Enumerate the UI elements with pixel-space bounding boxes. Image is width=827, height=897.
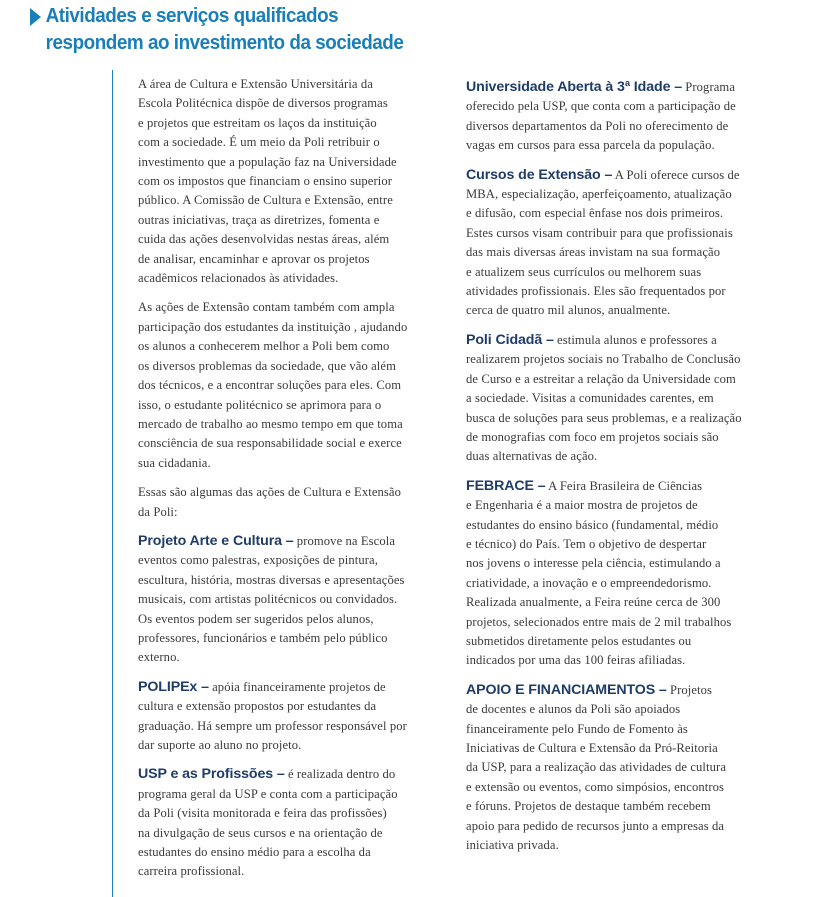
item-universidade-aberta — [466, 78, 776, 156]
item-text: Programa oferecido pela USP, que conta com a participação de diversos departamentos da Poli no oferecimento de vagas em cursos para essa parcela da população. — [466, 80, 736, 153]
intro-paragraph-2: As ações de Extensão contam também com ampla participação dos estudantes da instituição , ajudando os alunos a conhecerem melhor a Poli bem como os diversos problemas da sociedade, que vão além dos técnicos, e a encontrar soluções para eles. Com isso, o estudante politécnico se aprimora para o mercado de trabalho ao mesmo tempo em que toma consciência de sua responsabilidade social e exerce sua cidadania. — [138, 300, 408, 470]
item-text: apóia financeiramente projetos de cultura e extensão propostos por estudantes da graduação. Há sempre um professor responsável por dar suporte ao aluno no projeto. — [138, 679, 407, 752]
item-apoio-financiamentos — [466, 681, 776, 856]
item-label: Poli Cidadã – — [466, 331, 554, 348]
item-text: promove na Escola eventos como palestras, exposições de pintura, escultura, história, mostras diversas e apresentações musicais, com artistas politécnicos ou convidados. Os eventos podem ser sugeridos pelos alunos, professores, funcionários e também pelo público externo. — [138, 533, 405, 665]
item-label: APOIO E FINANCIAMENTOS – — [466, 681, 667, 698]
item-label: POLIPEx – — [138, 678, 209, 695]
item-label: USP e as Profissões – — [138, 766, 285, 783]
item-usp-profissoes — [138, 765, 443, 881]
item-febrace — [466, 477, 776, 671]
item-cursos-extensao — [466, 166, 776, 321]
page-header — [30, 2, 790, 56]
text-column-left — [138, 75, 443, 892]
intro-paragraph-3: Essas são algumas das ações de Cultura e Extensão da Poli: — [138, 485, 401, 519]
intro-paragraph-1: A área de Cultura e Extensão Universitária da Escola Politécnica dispõe de diversos programas e projetos que estreitam os laços da instituição com a sociedade. É um meio da Poli retribuir o investimento que a população faz na Universidade com os impostos que financiam o ensino superior público. A Comissão de Cultura e Extensão, entre outras iniciativas, traça as diretrizes, fomenta e cuida das ações desenvolvidas nestas áreas, além de analisar, encaminhar e aprovar os projetos acadêmicos relacionados às atividades. — [138, 77, 397, 286]
page-title-line1: Atividades e serviços qualificados — [45, 4, 339, 27]
item-poli-cidada — [466, 331, 776, 467]
item-text: A Poli oferece cursos de MBA, especialização, aperfeiçoamento, atualização e difusão, com especial ênfase nos dois primeiros. Estes cursos visam contribuir para que profissionais das mais diversas áreas invistam na sua formação e atualizem seus currículos ou melhorem suas atividades profissionais. Eles são frequentados por cerca de quatro mil alunos, anualmente. — [466, 167, 740, 318]
item-text: Projetos de docentes e alunos da Poli são apoiados financeiramente pelo Fundo de Fomento às Iniciativas de Cultura e Extensão da Pró-Reitoria da USP, para a realização das atividades de cultura e extensão ou eventos, como simpósios, encontros e fóruns. Projetos de destaque também recebem apoio para pedido de recursos junto a empresas da iniciativa privada. — [466, 682, 727, 853]
item-projeto-arte-cultura — [138, 532, 443, 668]
item-label: Projeto Arte e Cultura – — [138, 532, 294, 549]
item-label: FEBRACE – — [466, 477, 546, 494]
page-title — [30, 2, 729, 56]
item-polipex — [138, 678, 443, 756]
text-column-right — [466, 78, 776, 865]
page-title-line2: respondem ao investimento da sociedade — [45, 31, 404, 54]
item-text: A Feira Brasileira de Ciências e Engenharia é a maior mostra de projetos de estudantes do ensino básico (fundamental, médio e técnico) do País. Tem o objetivo de despertar nos jovens o interesse pela ciência, estimulando a criatividade, a inovação e o empreendedorismo. Realizada anualmente, a Feira reúne cerca de 300 projetos, selecionados entre mais de 2 mil trabalhos submetidos diretamente pelos estudantes ou indicados por uma das 100 feiras afiliadas. — [466, 478, 732, 668]
column-divider-rule — [112, 70, 113, 897]
item-text: é realizada dentro do programa geral da USP e conta com a participação da Poli (visita monitorada e feira das profissões) na divulgação de seus cursos e na orientação de estudantes do ensino médio para a escolha da carreira profissional. — [138, 767, 398, 879]
item-text: estimula alunos e professores a realizarem projetos sociais no Trabalho de Conclusão de Curso e a estreitar a relação da Universidade com a sociedade. Visitas a comunidades carentes, em busca de soluções para seus problemas, e a realização de monografias com foco em projetos sociais são duas alternativas de ação. — [466, 332, 742, 464]
item-label: Cursos de Extensão – — [466, 166, 613, 183]
item-label: Universidade Aberta à 3ª Idade – — [466, 79, 682, 95]
